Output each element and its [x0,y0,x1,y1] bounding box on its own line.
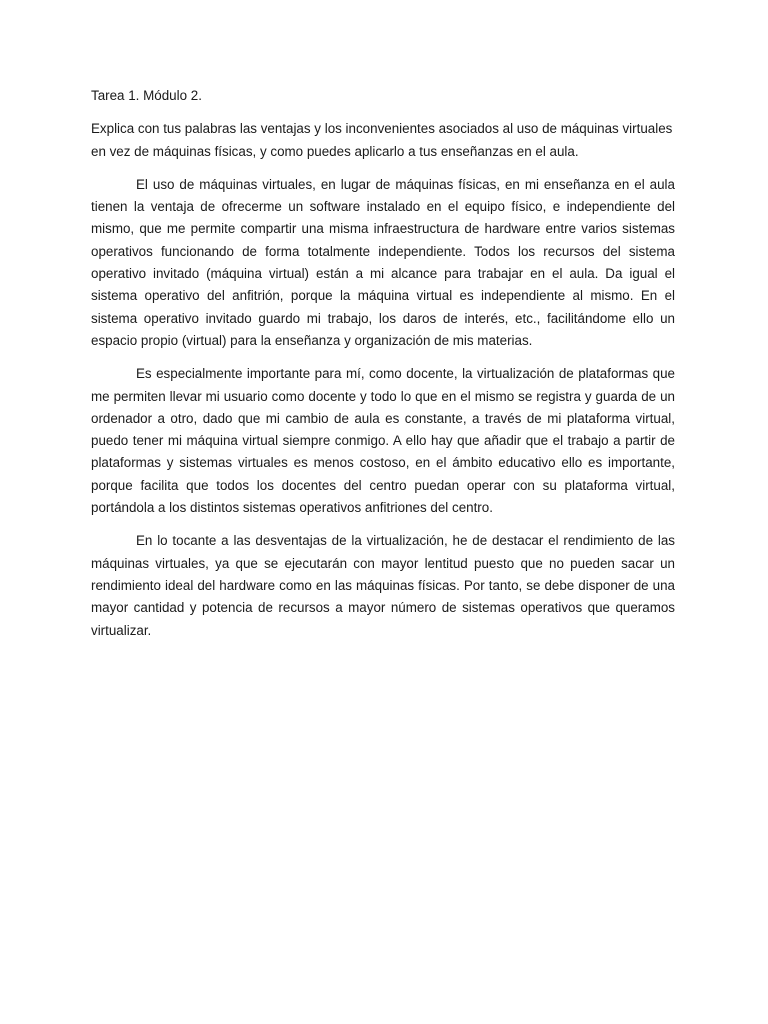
paragraph-teacher-benefits: Es especialmente importante para mí, como docente, la virtualización de plataformas que me permiten llevar mi usuario como docente y todo lo que en el mismo se registra y guarda de un ordenador a otro, dado que mi cambio de aula es constante, a través de mi plataforma virtual, puedo tener mi máquina virtual siempre conmigo. A ello hay que añadir que el trabajo a partir de plataformas y sistemas virtuales es menos costoso, en el ámbito educativo ello es importante, porque facilita que todos los docentes del centro puedan operar con su plataforma virtual, portándola a los distintos sistemas operativos anfitriones del centro. [91,366,675,516]
paragraph-advantages: El uso de máquinas virtuales, en lugar de máquinas físicas, en mi enseñanza en el aula tienen la ventaja de ofrecerme un software instalado en el equipo físico, e independiente del mismo, que me permite compartir una misma infraestructura de hardware entre varios sistemas operativos funcionando de forma totalmente independiente. Todos los recursos del sistema operativo invitado (máquina virtual) están a mi alcance para trabajar en el aula. Da igual el sistema operativo del anfitrión, porque la máquina virtual es independiente al mismo. En el sistema operativo invitado guardo mi trabajo, los daros de interés, etc., facilitándome ello un espacio propio (virtual) para la enseñanza y organización de mis materias. [91,176,675,348]
document-content [91,85,675,653]
document-title: Tarea 1. Módulo 2. [91,88,202,103]
assignment-question: Explica con tus palabras las ventajas y los inconvenientes asociados al uso de máquinas virtuales en vez de máquinas físicas, y como puedes aplicarlo a tus enseñanzas en el aula. [91,121,673,159]
paragraph-disadvantages: En lo tocante a las desventajas de la virtualización, he de destacar el rendimiento de las máquinas virtuales, ya que se ejecutarán con mayor lentitud puesto que no pueden sacar un rendimiento ideal del hardware como en las máquinas físicas. Por tanto, se debe disponer de una mayor cantidad y potencia de recursos a mayor número de sistemas operativos que queramos virtualizar. [91,533,675,638]
